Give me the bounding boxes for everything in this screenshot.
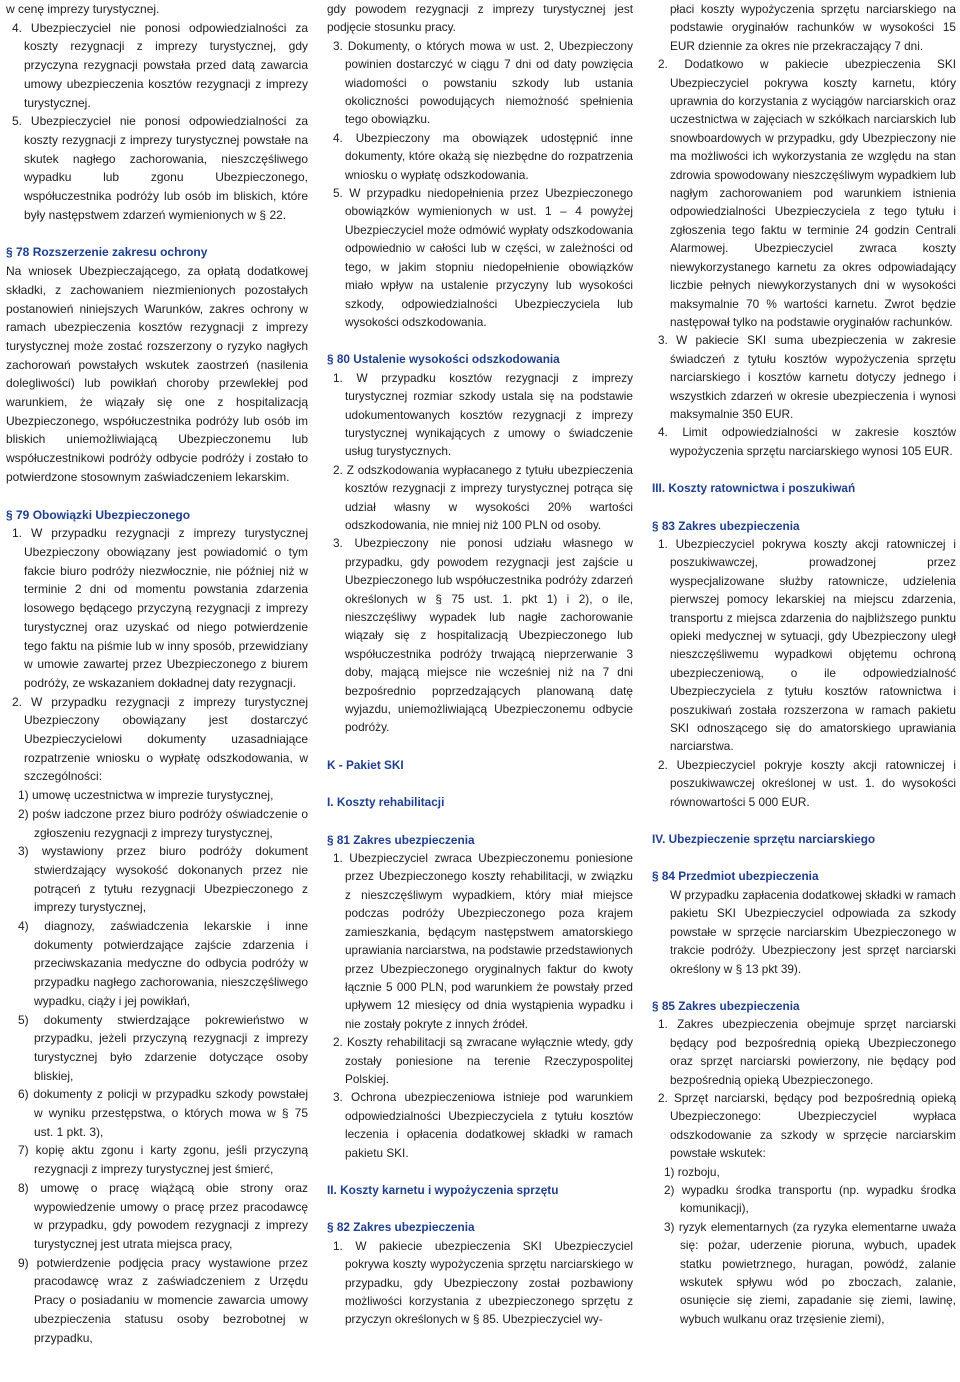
list xyxy=(652,1163,956,1329)
chapter-heading: IV. Ubezpieczenie sprzętu narciarskiego xyxy=(652,832,876,847)
section-heading: § 80 Ustalenie wysokości odszkodowania xyxy=(327,352,560,367)
paragraph-item: 2. Ubezpieczyciel pokryje koszty akcji ratowniczej i poszukiwawczej określonej w ust. 1. do wysokości równowartości 5 000 EUR. xyxy=(658,757,956,809)
list-item: 7) kopię aktu zgonu i karty zgonu, jeśli przyczyną rezygnacji z imprezy turystycznej jest śmierć, xyxy=(18,1143,308,1177)
paragraph-item: 3. Ubezpieczony nie ponosi udziału własnego w przypadku, gdy powodem rezygnacji jest zajście u Ubezpieczonego lub współuczestnika podróży zdarzeń określonych w § 75 ust. 1. pkt 1) i 2), o ile, nieszczęśliwy wypadek lub nagłe zachorowanie wiązały się z hospitalizacją Ubezpieczonego lub współuczestnika podróży trwającą nieprzerwanie 3 doby, mającą miejsce nie wcześniej niż na 7 dni bezpośrednio poprzedzających planowaną datę wyjazdu, uniemożliwiającą Ubezpieczonemu odbycie podróży. xyxy=(333,536,633,735)
paragraph-item: 1. Ubezpieczyciel zwraca Ubezpieczonemu poniesione przez Ubezpieczonego koszty rehabilitacji, w związku z nieszczęśliwym wypadkiem, który miał miejsce podczas podróży Ubezpieczonego poza krajem zamieszkania, będącym następstwem amatorskiego uprawiania narciarstwa, na podstawie przedstawionych przez Ubezpieczonego oryginalnych faktur do kwoty łącznie 5 000 PLN, pod warunkiem że powstały przed upływem 12 miesięcy od dnia wystąpienia wypadku i nie zostały pokryte z innych źródeł. xyxy=(333,851,633,1031)
section-body: Na wniosek Ubezpieczającego, za opłatą dodatkowej składki, z zachowaniem niezmienionych pozostałych postanowień niniejszych Warunków, zakres ochrony w ramach ubezpieczenia kosztów rezygnacji z imprezy turystycznej może zostać rozszerzony o ryzyko nagłych zachorowań powstałych wskutek zaostrzeń (nasilenia dolegliwości) lub powikłań choroby przewlekłej pod warunkiem, że wiązały się one z hospitalizacją Ubezpieczonego, współuczestnika podróży lub osób im bliskich uniemożliwiającą Ubezpieczonemu lub współuczestnikowi podróży odbycie podróży i zostało to potwierdzone stosownym zaświadczeniem lekarskim. xyxy=(6,264,308,484)
paragraph-item: 1. Ubezpieczyciel pokrywa koszty akcji ratowniczej i poszukiwawczej, prowadzonej przez wyspecjalizowane służby ratownicze, udzielenia pierwszej pomocy lekarskiej na miejscu zdarzenia, transportu z miejsca zdarzenia do najbliższego punktu opieki medycznej w sytuacji, gdy Ubezpieczony uległ nieszczęśliwemu wypadkowi objętemu ochroną ubezpieczeniową, o ile odpowiedzialność Ubezpieczyciela z tytułu kosztów ratownictwa i poszukiwań została rozszerzona w ramach pakietu SKI odnoszącego się do amatorskiego uprawiania narciarstwa. xyxy=(658,536,956,754)
section-body: W przypadku zapłacenia dodatkowej składki w ramach pakietu SKI Ubezpieczyciel odpowiada za szkody powstałe w sprzęcie narciarskim Ubezpieczonego w trakcie podróży. Ubezpieczony jest sprzęt narciarski określony w § 13 pkt 39). xyxy=(670,887,956,976)
list-item: 1) umowę uczestnictwa w imprezie turystycznej, xyxy=(18,788,274,803)
list-item: 8) umowę o pracę wiążącą obie strony oraz wypowiedzenie umowy o pracę przez pracodawcę w przypadku, gdy powodem rezygnacji z imprezy turystycznej jest utrata miejsca pracy, xyxy=(18,1180,308,1251)
list-item: 5) dokumenty stwierdzające pokrewieństwo w przypadku, jeżeli przyczyną rezygnacji z imprezy turystycznej było zdarzenie dotyczące osoby bliskiej, xyxy=(18,1012,308,1083)
list-item: 3) ryzyk elementarnych (za ryzyka elementarne uważa się: pożar, uderzenie pioruna, wybuch, upadek statku powietrznego, huragan, powódź, zalanie wskutek spływu wód po zboczach, zalanie, osunięcie się ziemi, zapadanie się ziemi, lawinę, wybuch wulkanu oraz trzęsienie ziemi), xyxy=(664,1219,956,1326)
paragraph-item: 2. Dodatkowo w pakiecie ubezpieczenia SKI Ubezpieczyciel pokrywa koszty karnetu, który uprawnia do korzystania z wyciągów narciarskich oraz uczestnictwa w zajęciach w szkółkach narciarskich lub snowboardowych w przypadku, gdy Ubezpieczony nie ma możliwości ich wykorzystania ze względu na stan zdrowia spowodowany nieszczęśliwym wypadkiem lub nagłym zachorowaniem pod warunkiem istnienia odpowiedzialności Ubezpieczyciela z tego tytułu i zgłoszenia tego faktu w terminie 24 godzin Centrali Alarmowej. Ubezpieczyciel zwraca koszty niewykorzystanego karnetu za okres odpowiadający liczbie pełnych niewykorzystanych dni w wysokości maksymalnie 70 % wartości karnetu. Zwrot będzie następował tylko na podstawie oryginałów rachunków. xyxy=(658,57,956,329)
section-heading: § 84 Przedmiot ubezpieczenia xyxy=(652,869,819,884)
section-heading: § 83 Zakres ubezpieczenia xyxy=(652,518,800,533)
list-item: 4) diagnozy, zaświadczenia lekarskie i inne dokumenty potwierdzające zajście zdarzenia i przeciwskazania medyczne do odbycia podróży w przypadku nagłego zachorowania, nieszczęśliwego wypadku, ciąży i jej powikłań, xyxy=(18,919,308,1008)
chapter-heading: II. Koszty karnetu i wypożyczenia sprzętu xyxy=(327,1182,559,1197)
paragraph: w cenę imprezy turystycznej. xyxy=(6,2,160,16)
list-item: 9) potwierdzenie podjęcia pracy wystawione przez pracodawcę wraz z zaświadczeniem z Urzędu Pracy o posiadaniu w momencie zawarcia umowy ubezpieczenia statusu osoby bezrobotnej w przypadku, xyxy=(18,1255,308,1345)
paragraph-item: 4. Ubezpieczyciel nie ponosi odpowiedzialności za koszty rezygnacji z imprezy turystycznej, gdy przyczyna rezygnacji powstała przed datą zawarcia umowy ubezpieczenia kosztów rezygnacji z imprezy turystycznej. xyxy=(12,20,308,110)
section-heading: § 78 Rozszerzenie zakresu ochrony xyxy=(6,245,208,260)
paragraph-item: 2. W przypadku rezygnacji z imprezy turystycznej Ubezpieczony obowiązany jest dostarczyć Ubezpieczycielowi dokumenty uzasadniające rozpatrzenie wniosku o wypłatę odszkodowania, w szczególności: xyxy=(12,694,308,784)
section-heading: § 85 Zakres ubezpieczenia xyxy=(652,998,800,1013)
column-left xyxy=(6,0,308,1347)
paragraph-item: 1. W przypadku rezygnacji z imprezy turystycznej Ubezpieczony obowiązany jest powiadomić o tym fakcie biuro podróży niezwłocznie, nie później niż w terminie 2 dni od momentu powstania zdarzenia losowego będącego przyczyną rezygnacji z imprezy turystycznej oraz uzyskać od niego potwierdzenie tego faktu na piśmie lub w inny sposób, przewidziany w umowie zawartej przez Ubezpieczonego z biurem podróży, ze wskazaniem dokładnej daty rezygnacji. xyxy=(12,526,308,690)
paragraph-item: 2. Z odszkodowania wypłacanego z tytułu ubezpieczenia kosztów rezygnacji z imprezy turystycznej potrąca się udział własny w wysokości 20% wartości odszkodowania, nie mniej niż 100 PLN od osoby. xyxy=(333,462,633,532)
paragraph-item: 1. W przypadku kosztów rezygnacji z imprezy turystycznej rozmiar szkody ustala się na podstawie udokumentowanych kosztów rezygnacji z imprezy turystycznej wynikających z umowy o świadczenie usług turystycznych. xyxy=(333,370,633,459)
section-heading: § 82 Zakres ubezpieczenia xyxy=(327,1220,475,1235)
paragraph-item: 1. Zakres ubezpieczenia obejmuje sprzęt narciarski będący pod bezpośrednią opieką Ubezpieczonego oraz sprzęt narciarski powierzony, nie będący pod bezpośrednią opieką Ubezpieczonego. xyxy=(658,1017,956,1087)
chapter-heading: I. Koszty rehabilitacji xyxy=(327,795,445,810)
section-heading: § 81 Zakres ubezpieczenia xyxy=(327,832,475,847)
paragraph-item: 5. W przypadku niedopełnienia przez Ubezpieczonego obowiązków wymienionych w ust. 1 – 4 powyżej Ubezpieczyciel może odmówić wypłaty odszkodowania odpowiednio w całości lub w części, w zależności od tego, w jakim stopniu niedopełnienie obowiązków miało wpływ na ustalenie przyczyny lub wysokości szkody, odpowiedzialności Ubezpieczyciela lub wysokości odszkodowania. xyxy=(333,186,633,329)
paragraph-item: 3. Dokumenty, o których mowa w ust. 2, Ubezpieczony powinien dostarczyć w ciągu 7 dni od daty powzięcia wiadomości o powstaniu szkody lub ustania okoliczności powodujących niemożność spełnienia tego obowiązku. xyxy=(333,38,633,127)
paragraph-item: 3. W pakiecie SKI suma ubezpieczenia w zakresie świadczeń z tytułu kosztów wypożyczenia sprzętu narciarskiego i kosztów karnetu dotyczy jednego i wszystkich zdarzeń w okresie ubezpieczenia i wynosi maksymalnie 350 EUR. xyxy=(658,333,956,421)
paragraph: płaci koszty wypożyczenia sprzętu narciarskiego na podstawie oryginałów rachunków w wysokości 15 EUR dziennie za okres nie przekraczający 7 dni. xyxy=(670,2,956,53)
list-item: 6) dokumenty z policji w przypadku szkody powstałej w wyniku przestępstwa, o których mowa w § 75 ust. 1 pkt. 3), xyxy=(18,1087,308,1139)
column-right xyxy=(652,0,956,1328)
column-middle xyxy=(327,0,633,1329)
paragraph-item: 5. Ubezpieczyciel nie ponosi odpowiedzialności za koszty rezygnacji z imprezy turystycznej powstałe na skutek nagłego zachorowania, nieszczęśliwego wypadku lub zgonu Ubezpieczonego, współuczestnika podróży lub osób im bliskich, które były następstwem zdarzeń wymienionych w § 22. xyxy=(12,114,308,222)
part-heading: K - Pakiet SKI xyxy=(327,757,404,772)
list-item: 2) wypadku środka transportu (np. wypadku środka komunikacji), xyxy=(664,1182,956,1216)
list-item: 3) wystawiony przez biuro podróży dokument stwierdzający wysokość dokonanych przez nie potrąceń z tytułu rezygnacji Ubezpieczonego z imprezy turystycznej, xyxy=(18,844,308,915)
paragraph-item: 4. Ubezpieczony ma obowiązek udostępnić inne dokumenty, które okażą się niezbędne do rozpatrzenia wniosku o wypłatę odszkodowania. xyxy=(333,130,633,182)
section-heading: § 79 Obowiązki Ubezpieczonego xyxy=(6,507,191,522)
paragraph: gdy powodem rezygnacji z imprezy turystycznej jest podjęcie stosunku pracy. xyxy=(327,2,633,35)
paragraph-item: 4. Limit odpowiedzialności w zakresie kosztów wypożyczenia sprzętu narciarskiego wynosi 105 EUR. xyxy=(658,425,956,458)
paragraph-item: 2. Sprzęt narciarski, będący pod bezpośrednią opieką Ubezpieczonego: Ubezpieczyciel wypłaca odszkodowanie za szkody w sprzęcie narciarskim powstałe wskutek: xyxy=(658,1090,956,1161)
paragraph-item: 2. Koszty rehabilitacji są zwracane wyłącznie wtedy, gdy zostały poniesione na terenie Rzeczypospolitej Polskiej. xyxy=(333,1035,633,1086)
paragraph-item: 3. Ochrona ubezpieczeniowa istnieje pod warunkiem odpowiedzialności Ubezpieczyciela z tytułu kosztów leczenia i opłacenia dodatkowej składki w ramach pakietu SKI. xyxy=(333,1090,633,1160)
list-item: 2) pośw iadczone przez biuro podróży oświadczenie o zgłoszeniu rezygnacji z imprezy turystycznej, xyxy=(18,806,308,840)
list xyxy=(6,786,308,1347)
chapter-heading: III. Koszty ratownictwa i poszukiwań xyxy=(652,481,856,496)
list-item: 1) rozboju, xyxy=(664,1164,720,1179)
paragraph-item: 1. W pakiecie ubezpieczenia SKI Ubezpieczyciel pokrywa koszty wypożyczenia sprzętu narciarskiego w przypadku, gdy Ubezpieczony został pozbawiony możliwości korzystania z ubezpieczonego sprzętu z przyczyn określonych w § 85. Ubezpieczyciel wy- xyxy=(333,1238,633,1327)
